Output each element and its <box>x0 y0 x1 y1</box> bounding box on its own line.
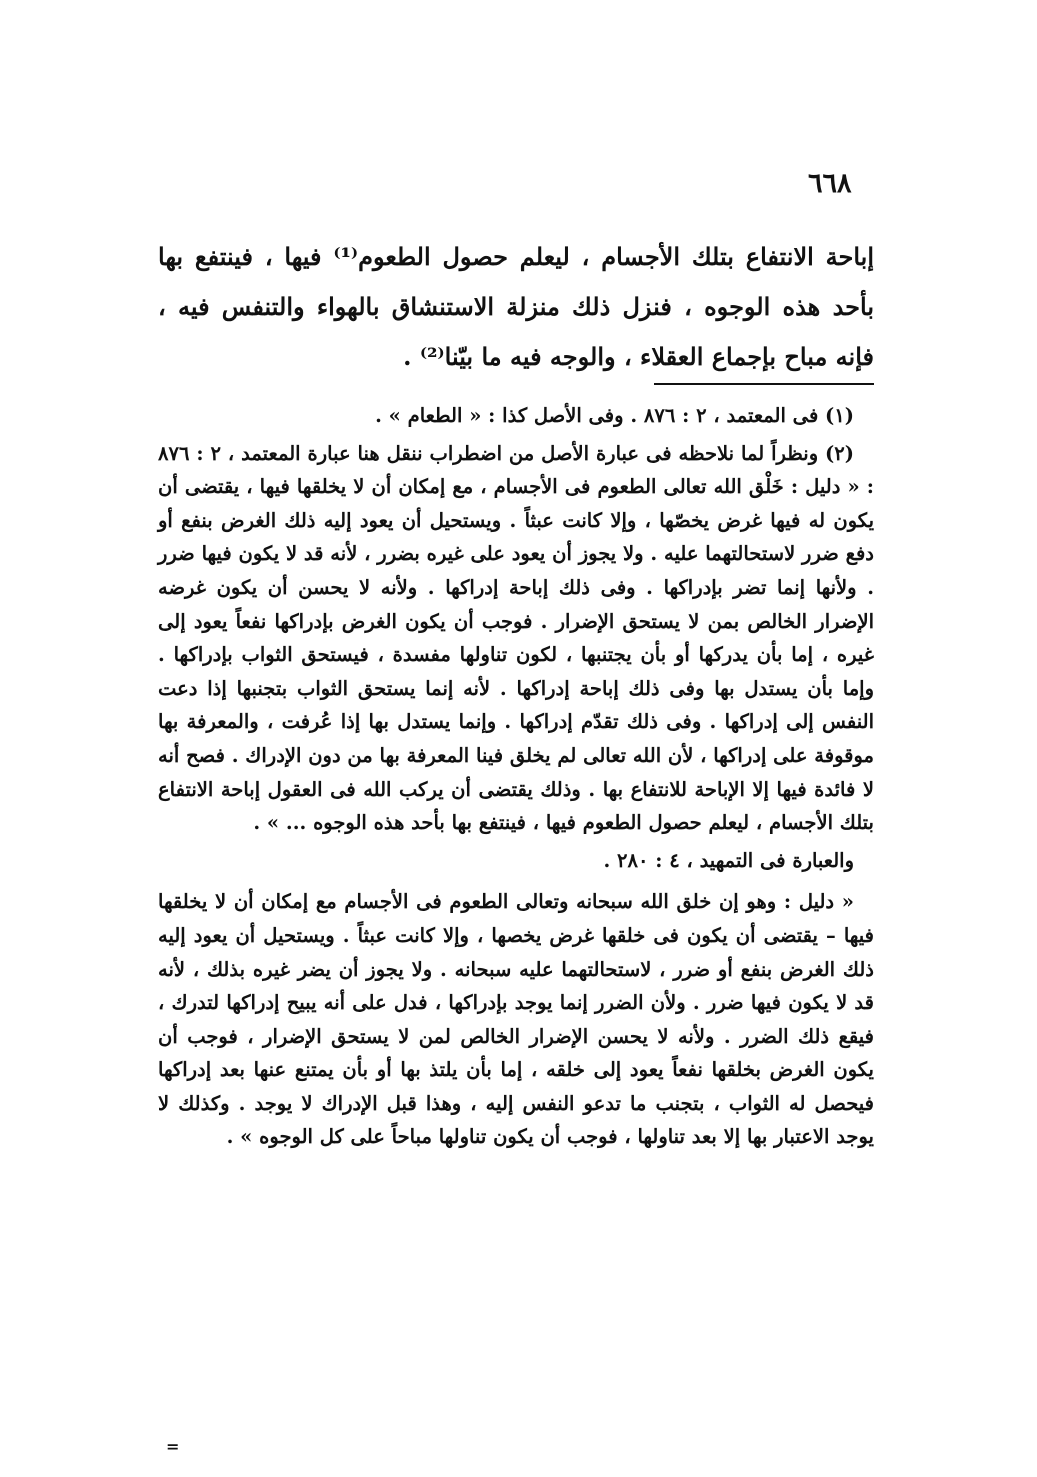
footnote-2: (٢) ونظراً لما نلاحظه فى عبارة الأصل من اضطراب ننقل هنا عبارة المعتمد ، ٢ : ٨٧٦ : « دليل : خَلْق الله تعالى الطعوم فى الأجسام ، مع إمكان أن لا يخلقها فيها ، يقتضى أن يكون له فيها غرض يخصّها ، وإلا كانت عبثاً . ويستحيل أن يعود إليه ذلك الغرض بنفع أو دفع ضرر لاستحالتهما عليه . ولا يجوز أن يعود على غيره بضرر ، لأنه قد لا يكون فيها ضرر . ولأنها إنما تضر بإدراكها . وفى ذلك إباحة إدراكها . ولأنه لا يحسن أن يكون غرضه الإضرار الخالص بمن لا يستحق الإضرار . فوجب أن يكون الغرض بإدراكها نفعاً يعود إلى غيره ، إما بأن يدركها أو بأن يجتنبها ، لكون تناولها مفسدة ، فيستحق الثواب بإدراكها . وإما بأن يستدل بها وفى ذلك إباحة إدراكها . لأنه إنما يستحق الثواب بتجنبها إذا دعت النفس إلى إدراكها . وفى ذلك تقدّم إدراكها . وإنما يستدل بها إذا عُرفت ، والمعرفة بها موقوفة على إدراكها ، لأن الله تعالى لم يخلق فينا المعرفة بها من دون الإدراك . فصح أنه لا فائدة فيها إلا الإباحة للانتفاع بها . وذلك يقتضى أن يركب الله فى العقول إباحة الانتفاع بتلك الأجسام ، ليعلم حصول الطعوم فيها ، فينتفع بها بأحد هذه الوجوه ... » . <box>158 441 874 835</box>
footnotes <box>158 399 874 1154</box>
footnote-separator <box>654 383 874 385</box>
main-paragraph: إباحة الانتفاع بتلك الأجسام ، ليعلم حصول الطعوم⁽¹⁾ فيها ، فينتفع بها بأحد هذه الوجوه ، فنزل ذلك منزلة الاستنشاق بالهواء والتنفس فيه ، فإنه مباح بإجماع العقلاء ، والوجه فيه ما بيّنا⁽²⁾ . <box>158 242 874 371</box>
tamhid-quote: « دليل : وهو إن خلق الله سبحانه وتعالى الطعوم فى الأجسام مع إمكان أن لا يخلقها فيها – يقتضى أن يكون فى خلقها غرض يخصها ، وإلا كانت عبثاً . ويستحيل أن يعود إليه ذلك الغرض بنفع أو ضرر ، لاستحالتهما عليه سبحانه . ولا يجوز أن يضر غيره بذلك ، لأنه قد لا يكون فيها ضرر . ولأن الضرر إنما يوجد بإدراكها ، فدل على أنه يبيح إدراكها لتدرك ، فيقع ذلك الضرر . ولأنه لا يحسن الإضرار الخالص لمن لا يستحق الإضرار ، فوجب أن يكون الغرض بخلقها نفعاً يعود إلى خلقه ، إما بأن يلتذ بها أو بأن يمتنع عنها بعد إدراكها فيحصل له الثواب ، بتجنب ما تدعو النفس إليه ، وهذا قبل الإدراك لا يوجد . وكذلك لا يوجد الاعتبار بها إلا بعد تناولها ، فوجب أن يكون تناولها مباحاً على كل الوجوه » . <box>158 890 874 1149</box>
tamhid-reference: والعبارة فى التمهيد ، ٤ : ٢٨٠ . <box>603 848 854 872</box>
continuation-mark: = <box>166 1437 180 1456</box>
footnote-1: (١) فى المعتمد ، ٢ : ٨٧٦ . وفى الأصل كذا : « الطعام » . <box>375 404 854 427</box>
main-text <box>158 232 874 382</box>
page-number: ٦٦٨ <box>808 168 852 199</box>
